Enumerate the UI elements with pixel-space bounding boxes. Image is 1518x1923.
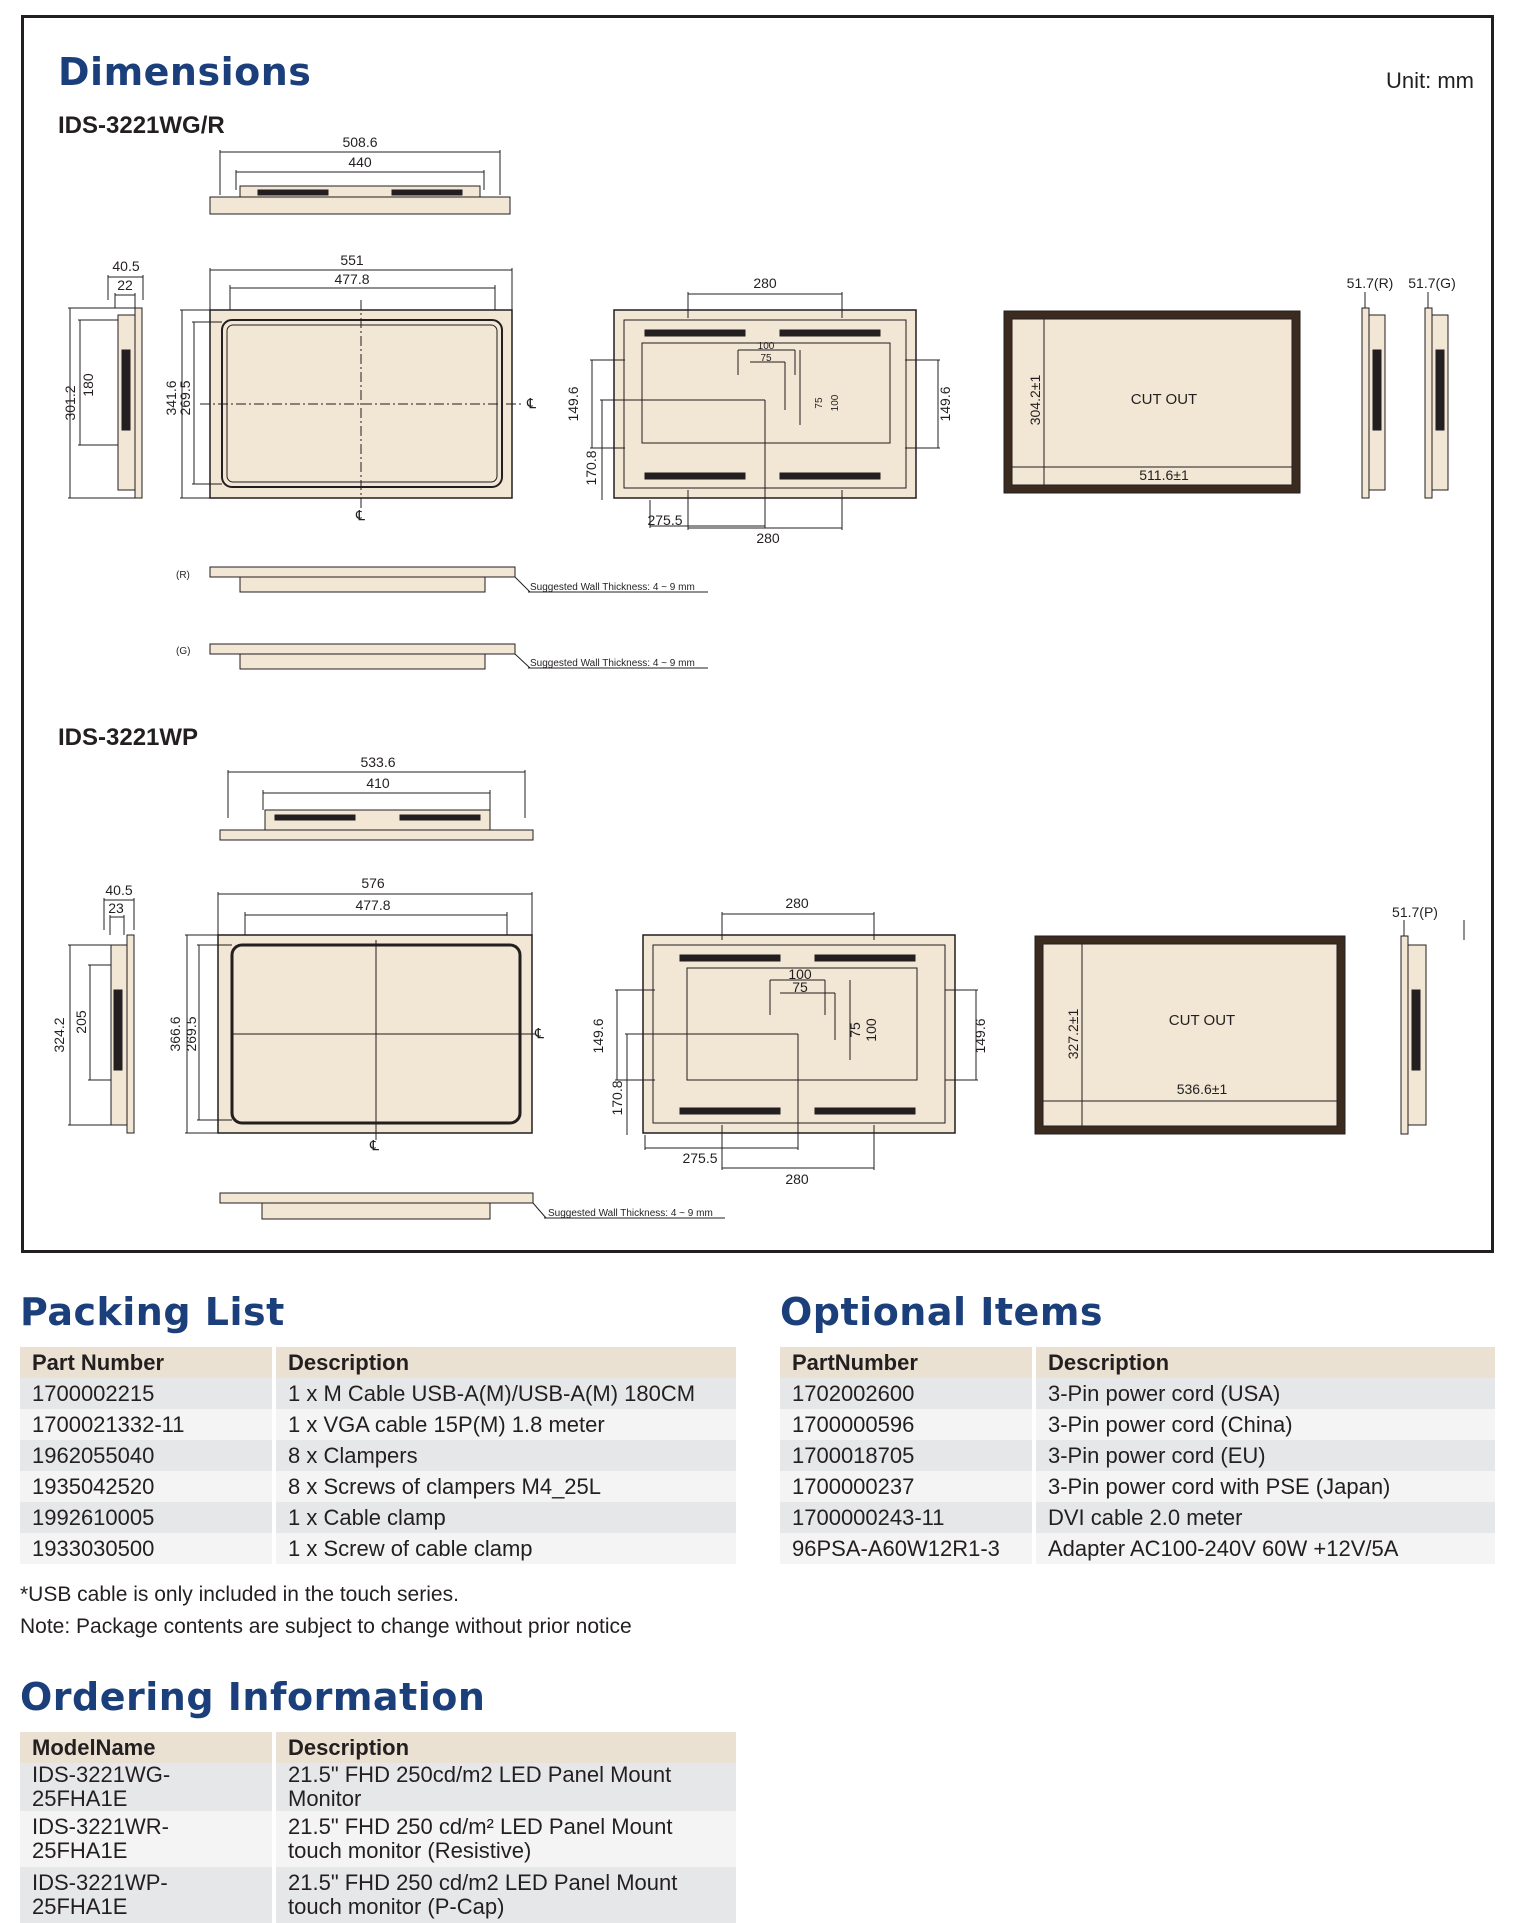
vesa-c-wgr: 75 [814, 397, 825, 409]
table-cell: 1 x VGA cable 15P(M) 1.8 meter [274, 1409, 736, 1440]
optional-items-title: Optional Items [780, 1290, 1104, 1334]
dim-side-height-wp: 324.2 [51, 1017, 67, 1053]
dim-rear-bottom-left-wgr: 170.8 [583, 450, 599, 486]
table-cell: 1 x M Cable USB-A(M)/USB-A(M) 180CM [274, 1378, 736, 1409]
dim-front-inner-height-wp: 269.5 [183, 1016, 199, 1052]
dim-top-inner-wgr: 440 [348, 154, 372, 170]
table-cell: 1700000237 [780, 1471, 1034, 1502]
table-row [780, 1378, 1495, 1409]
rear-view-wgr [590, 292, 940, 530]
side-variant-p-view [1401, 920, 1464, 1134]
wall-thickness-note-p: Suggested Wall Thickness: 4 ~ 9 mm [548, 1208, 713, 1219]
table-row [780, 1440, 1495, 1471]
table-cell: 3-Pin power cord (USA) [1034, 1378, 1495, 1409]
bottom-view-g [210, 644, 530, 669]
table-cell: 1935042520 [20, 1471, 274, 1502]
table-cell: IDS-3221WP-25FHA1E [20, 1867, 274, 1923]
table-cell: 3-Pin power cord (EU) [1034, 1440, 1495, 1471]
table-cell: IDS-3221WR-25FHA1E [20, 1811, 274, 1867]
table-cell: 8 x Clampers [274, 1440, 736, 1471]
table-cell: 1700018705 [780, 1440, 1034, 1471]
bottom-tag-r: (R) [176, 570, 190, 581]
dim-side-depth-wgr: 40.5 [112, 258, 140, 274]
dim-rear-left-wgr: 149.6 [565, 386, 581, 422]
front-view-wp [185, 892, 535, 1140]
table-row [780, 1409, 1495, 1440]
table-cell: 21.5" FHD 250cd/m2 LED Panel Mount Monitor [274, 1763, 736, 1811]
packing-note-usb: *USB cable is only included in the touch series. [20, 1583, 459, 1606]
table-row [20, 1440, 736, 1471]
dim-rear-bottom-b-wgr: 280 [756, 530, 780, 546]
dim-rear-left-wp: 149.6 [590, 1018, 606, 1054]
centerline-symbol: ℄ [370, 1137, 379, 1153]
dimensions-title: Dimensions [58, 50, 312, 94]
side-variants-wgr [1362, 292, 1448, 498]
col-header: Part Number [20, 1347, 274, 1378]
dim-side-inner-depth-wp: 23 [108, 900, 124, 916]
vesa-b-wgr: 75 [760, 353, 772, 364]
dim-front-inner-width-wgr: 477.8 [334, 271, 370, 287]
table-row [20, 1378, 736, 1409]
table-cell: DVI cable 2.0 meter [1034, 1502, 1495, 1533]
bottom-view-r [210, 567, 530, 592]
centerline-symbol: ℄ [356, 507, 365, 523]
dim-front-inner-height-wgr: 269.5 [177, 380, 193, 416]
col-header: ModelName [20, 1732, 274, 1763]
table-cell: 21.5" FHD 250 cd/m² LED Panel Mount touch monitor (Resistive) [274, 1811, 736, 1867]
dim-side-inner-height-wp: 205 [73, 1010, 89, 1034]
vesa-a-wp: 100 [788, 966, 812, 982]
table-cell: 1962055040 [20, 1440, 274, 1471]
table-row [20, 1867, 736, 1923]
dim-top-outer-wp: 533.6 [360, 754, 396, 770]
table-cell: IDS-3221WG-25FHA1E [20, 1763, 274, 1811]
optional-items-table [780, 1347, 1495, 1564]
dim-side-depth-wp: 40.5 [105, 882, 133, 898]
front-view-wgr [180, 268, 522, 510]
table-cell: Adapter AC100-240V 60W +12V/5A [1034, 1533, 1495, 1564]
vesa-b-wp: 75 [792, 979, 808, 995]
packing-note-change: Note: Package contents are subject to change without prior notice [20, 1615, 632, 1638]
table-cell: 1700000596 [780, 1409, 1034, 1440]
table-cell: 1700021332-11 [20, 1409, 274, 1440]
cutout-height-wp: 327.2±1 [1065, 1008, 1081, 1060]
dim-front-width-wp: 576 [361, 875, 385, 891]
cutout-wp [1035, 936, 1345, 1134]
bottom-view-p [220, 1193, 546, 1219]
dim-rear-bottom-a-wgr: 275.5 [647, 512, 683, 528]
col-header: Description [1034, 1347, 1495, 1378]
bottom-tag-g: (G) [176, 646, 191, 657]
table-row [20, 1811, 736, 1867]
dim-rear-bottom-b-wp: 280 [785, 1171, 809, 1187]
centerline-symbol: ℄ [535, 1025, 544, 1041]
table-cell: 1700000243-11 [780, 1502, 1034, 1533]
rear-view-wp [615, 912, 978, 1170]
col-header: PartNumber [780, 1347, 1034, 1378]
packing-list-title: Packing List [20, 1290, 285, 1334]
side-variant-g: 51.7(G) [1408, 275, 1456, 291]
dim-front-width-wgr: 551 [340, 252, 364, 268]
vesa-c-wp: 75 [847, 1022, 863, 1038]
ordering-info-title: Ordering Information [20, 1675, 486, 1719]
dim-rear-bottom-a-wp: 275.5 [682, 1150, 718, 1166]
dim-rear-right-wp: 149.6 [972, 1018, 988, 1054]
table-header [20, 1732, 736, 1763]
table-cell: 96PSA-A60W12R1-3 [780, 1533, 1034, 1564]
table-cell: 1700002215 [20, 1378, 274, 1409]
centerline-symbol: ℄ [527, 395, 536, 411]
table-header [20, 1347, 736, 1378]
model-title-wgr: IDS-3221WG/R [58, 112, 225, 139]
vesa-d-wp: 100 [863, 1018, 879, 1042]
cutout-width-wp: 536.6±1 [1176, 1081, 1228, 1097]
dim-front-height-wgr: 341.6 [163, 380, 179, 416]
table-cell: 21.5" FHD 250 cd/m2 LED Panel Mount touch monitor (P-Cap) [274, 1867, 736, 1923]
table-cell: 8 x Screws of clampers M4_25L [274, 1471, 736, 1502]
col-header: Description [274, 1732, 736, 1763]
packing-list-table [20, 1347, 736, 1564]
table-cell: 3-Pin power cord (China) [1034, 1409, 1495, 1440]
side-variant-r: 51.7(R) [1346, 275, 1394, 291]
dim-rear-top-wgr: 280 [753, 275, 777, 291]
model-title-wp: IDS-3221WP [58, 724, 199, 751]
model-wgr-drawings [0, 130, 1518, 670]
cutout-height-wgr: 304.2±1 [1027, 374, 1043, 426]
dim-side-inner-depth-wgr: 22 [117, 277, 133, 293]
table-cell: 1933030500 [20, 1533, 274, 1564]
table-cell: 3-Pin power cord with PSE (Japan) [1034, 1471, 1495, 1502]
model-wp-drawings [0, 750, 1518, 1230]
table-row [780, 1471, 1495, 1502]
dim-rear-top-wp: 280 [785, 895, 809, 911]
wall-thickness-note-g: Suggested Wall Thickness: 4 ~ 9 mm [530, 658, 695, 669]
dim-top-outer-wgr: 508.6 [342, 134, 378, 150]
dim-front-height-wp: 366.6 [167, 1016, 183, 1052]
ordering-info-table [20, 1732, 736, 1923]
cutout-label-wgr: CUT OUT [1130, 391, 1198, 408]
table-cell: 1702002600 [780, 1378, 1034, 1409]
table-row [780, 1533, 1495, 1564]
table-cell: 1992610005 [20, 1502, 274, 1533]
wall-thickness-note-r: Suggested Wall Thickness: 4 ~ 9 mm [530, 582, 695, 593]
vesa-d-wgr: 100 [830, 394, 841, 412]
table-row [20, 1409, 736, 1440]
table-cell: 1 x Screw of cable clamp [274, 1533, 736, 1564]
unit-label: Unit: mm [1386, 68, 1474, 93]
table-header [780, 1347, 1495, 1378]
dim-rear-bottom-left-wp: 170.8 [609, 1080, 625, 1116]
table-row [20, 1533, 736, 1564]
dim-side-inner-height-wgr: 180 [80, 373, 96, 397]
table-row [780, 1502, 1495, 1533]
vesa-a-wgr: 100 [757, 341, 775, 352]
dim-side-height-wgr: 301.2 [62, 385, 78, 421]
table-row [20, 1502, 736, 1533]
cutout-width-wgr: 511.6±1 [1139, 467, 1189, 483]
table-row [20, 1471, 736, 1502]
table-row [20, 1763, 736, 1811]
dim-top-inner-wp: 410 [366, 775, 390, 791]
col-header: Description [274, 1347, 736, 1378]
dim-rear-right-wgr: 149.6 [937, 386, 953, 422]
cutout-label-wp: CUT OUT [1168, 1012, 1236, 1029]
table-cell: 1 x Cable clamp [274, 1502, 736, 1533]
dim-front-inner-width-wp: 477.8 [355, 897, 391, 913]
side-variant-p: 51.7(P) [1392, 904, 1438, 920]
